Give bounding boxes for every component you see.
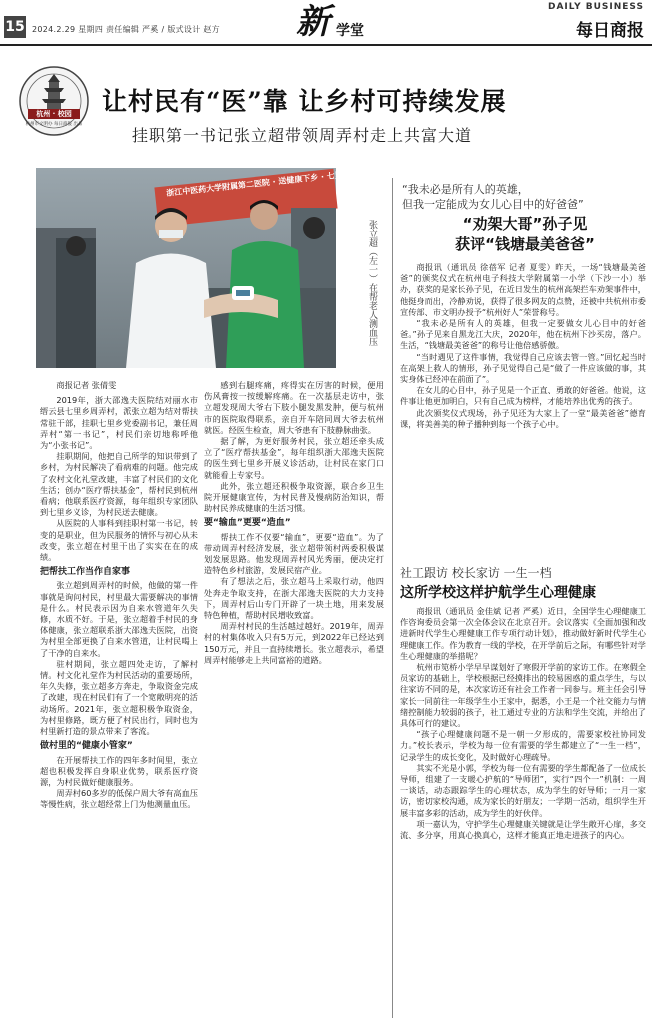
article2-body — [400, 262, 646, 558]
photo-banner-text: 浙江中医药大学附属第二医院 · 送健康下乡 · 七里乡 — [165, 169, 352, 198]
article3-body — [400, 606, 646, 1018]
campus-emblem — [18, 64, 90, 138]
column-divider — [392, 178, 393, 1018]
article2-title-line1: “劝架大哥”孙子见 — [462, 215, 588, 233]
article3-title: 这所学校这样护航学生心理健康 — [400, 585, 596, 601]
paragraph: 项一嘉认为，守护学生心理健康关键就是让学生敞开心扉，多交流、多分享，用真心换真心，这样才能真正地走进孩子的内心。 — [400, 818, 646, 841]
brand-english: DAILY BUSINESS — [547, 2, 644, 12]
paragraph: 在开展帮扶工作的四年多时间里，张立超也积极发挥自身职业优势，联系医疗资源，为村民做好健康服务。 — [40, 754, 198, 787]
paragraph: “我未必是所有人的英雄，但我一定要做女儿心目中的好爸爸。”孙子见来自黑龙江大庆，2020年，他在杭州下沙买房，落户。生活，“钱塘最美爸爸”的称号让他倍感骄傲。 — [400, 318, 646, 351]
date-line: 2024.2.29 星期四 责任编辑 严奚 / 版式设计 赵方 — [32, 25, 220, 34]
paragraph: 其实不光是小郭，学校为每一位有需要的学生都配备了一位成长导师，组建了一支暖心护航的“导师团”，实行“四个一”机制：一周一谈话，动态跟踪学生的心理状态，成为学生的好导师；一月一家访，密切家校沟通，成为家长的好朋友；一学期一活动，组织学生开展丰富多彩的活动，成为学生的好伙伴。 — [400, 762, 646, 818]
paragraph: 据了解，为更好服务村民，张立超还牵头成立了“医疗帮扶基金”，每年组织浙大邵逸夫医院的医生到七里乡开展义诊活动，让村民在家门口就能看上专家号。 — [204, 436, 384, 480]
paragraph: 驻村期间，张立超四处走访，了解村情。村文化礼堂作为村民活动的重要场所，年久失修，张立超多方奔走，争取资金完成了改建，现在村民们有了一个宽敞明亮的活动场所。2021年，张立超积极争取资金，为村里修路，既方便了村民出行，同时也为村里新打造的景点带来了客流。 — [40, 658, 198, 737]
section-name: 学堂 — [336, 23, 364, 39]
article1-subheading-1: 把帮扶工作当作自家事 — [40, 567, 131, 578]
article1-column1 — [40, 380, 198, 1020]
paragraph: 帮扶工作不仅要“输血”，更要“造血”。为了带动周弄村经济发展，张立超带领村两委积极谋划发展思路。他发现周弄村风光秀丽，便决定打造特色乡村旅游，发展民宿产业。 — [204, 531, 384, 576]
paragraph: 周弄村村民的生活越过越好。2019年，周弄村的村集体收入只有5万元，到2022年已经达到150万元，并且一直持续增长。张立超表示，希望周弄村能够走上共同富裕的道路。 — [204, 621, 384, 665]
article2-quote-line2: 但我一定能成为女儿心目中的好爸爸” — [402, 198, 584, 211]
paragraph: 商报讯（通讯员 徐蓓军 记者 夏雯）昨天，一场“钱塘最美爸爸”的颁奖仪式在杭州电子科技大学附属第一小学（下沙一小）举办，获奖的是家长孙子见，在近日发生的杭州高架拦车劝架事件中，他挺身而出，冷静劝说，获得了很多网友的点赞，还被中共杭州市委宣传部、市文明办授予“杭州好人”荣誉称号。 — [400, 262, 646, 317]
emblem-text-top: 杭州 · 校园 — [36, 110, 72, 118]
paragraph: 2019年，浙大邵逸夫医院结对丽水市缙云县七里乡周弄村，派张立超为结对帮扶常驻干部，挂职七里乡党委副书记，兼任周弄村“第一书记”，村民们亲切地称呼他为“小张书记”。 — [40, 395, 198, 451]
article1-subheading-3: 要“输血”更要“造血” — [204, 518, 291, 529]
article3-kicker: 社工跟访 校长家访 一生一档 — [400, 566, 552, 580]
article1-headline: 让村民有“医”靠 让乡村可持续发展 — [102, 87, 507, 116]
page-number: 15 — [4, 16, 26, 38]
paragraph: 商报讯（通讯员 金佳斌 记者 严奚）近日，全国学生心理健康工作咨询委员会第一次全体会议在北京召开。会议落实《全面加强和改进新时代学生心理健康工作专项行动计划》，推动做好新时代学生心理健康工作。作为教育一线的学校，在开学前后之际，有哪些针对学生心理健康的举措呢？ — [400, 606, 646, 661]
article1-photo — [36, 168, 352, 368]
paragraph: 挂职期间，他把自己所学的知识带到了乡村，为村民解决了看病难的问题。他完成了农村文化礼堂改建，丰富了村民们的文化生活；创办“医疗帮扶基金”，帮村民到杭州看病；他联系医疗资源，每年组织专家团队到七里乡义诊，为村民送去健康。 — [40, 451, 198, 518]
paragraph: 在女儿的心目中，孙子见是一个正直、勇敢的好爸爸。他说，这件事让他更加明白，只有自己成为榜样，才能培养出优秀的孩子。 — [400, 385, 646, 407]
photo-caption: 张立超（左一）在帮老人测血压 — [367, 220, 377, 346]
article2-deck — [402, 182, 648, 254]
article1-byline: 商报记者 张倩雯 — [56, 380, 117, 390]
emblem-text-bottom: 杭州市文明办 每日商报 出品 — [25, 122, 83, 127]
section-logo: 新 — [296, 2, 330, 42]
article1-column2 — [204, 380, 384, 1020]
paragraph: 感到右腿疼痛，疼得实在厉害的时候，便用伤风膏按一按缓解疼痛。在一次基层走访中，张立超发现周大爷右下肢小腿发黑发肿，便与杭州市的医院取得联系，亲自开车陪同周大爷去杭州就医。经医生检查，周大爷患有下肢静脉曲张。 — [204, 380, 384, 435]
paragraph: 杭州市笕桥小学早早谋划好了寒假开学前的家访工作。在寒假全员家访的基础上，学校根据已经摸排出的较易困惑的重点学生，与以往家访不同的是，本次家访还有社会工作者一同参与。班主任会引导家长一同前往一年级学生小王家中，据悉，小王是一个社交能力与情绪控制能力较弱的孩子，社工通过专业的方法和学生交流，并给出了具体可行的建议。 — [400, 662, 646, 729]
paragraph: 此次颁奖仪式现场，孙子见还为大家上了一堂“最美爸爸”德育课，将美善美的种子播种到每一个孩子心中。 — [400, 407, 646, 429]
paragraph: “当时遇见了这件事情，我觉得自己应该去管一管。”回忆起当时在高架上救人的情形，孙子见觉得自己是“做了一件应该做的事，其实身体已经冲在前面了”。 — [400, 351, 646, 385]
article1-subheading-2: 做村里的“健康小管家” — [40, 741, 133, 752]
page-header — [0, 0, 652, 46]
paragraph: 此外，张立超还积极争取资源，联合乡卫生院开展健康宣传，为村民普及慢病防治知识，帮助村民养成健康的生活习惯。 — [204, 480, 384, 514]
paragraph: 从医院的人事科到挂职村第一书记，转变的是职业，但为民服务的情怀与初心从未改变，张立超在村里干出了实实在在的成绩。 — [40, 518, 198, 563]
paragraph: 张立超到周弄村的时候，他做的第一件事就是询问村民，村里最大需要解决的事情是什么。村民表示因为自来水管道年久失修，水质不好。于是，张立超着手村民的身体健康，张立超联系浙大邵逸夫医院，出资为村里全部更换了自来水管道，让村民喝上了干净的自来水。 — [40, 580, 198, 658]
paragraph: “孩子心理健康问题不是一朝一夕形成的，需要家校社协同发力。”校长表示，学校为每一位有需要的学生都建立了“一生一档”，记录学生的成长变化，及时做好心理疏导。 — [400, 729, 646, 762]
paragraph: 有了想法之后，张立超马上采取行动，他四处奔走争取支持，在浙大邵逸夫医院的大力支持下，周弄村后山专门开辟了一块土地，用来发展特色种植，帮助村民增收致富。 — [204, 576, 384, 621]
brand-chinese: 每日商报 — [576, 21, 644, 41]
paragraph: 周弄村60多岁的低保户周大爷有高血压等慢性病，张立超经常上门为他测量血压。 — [40, 788, 198, 810]
article2-title-line2: 获评“钱塘最美爸爸” — [455, 235, 595, 253]
article2-quote-line1: “我未必是所有人的英雄， — [402, 183, 529, 196]
article1-subhead: 挂职第一书记张立超带领周弄村走上共富大道 — [132, 126, 473, 145]
